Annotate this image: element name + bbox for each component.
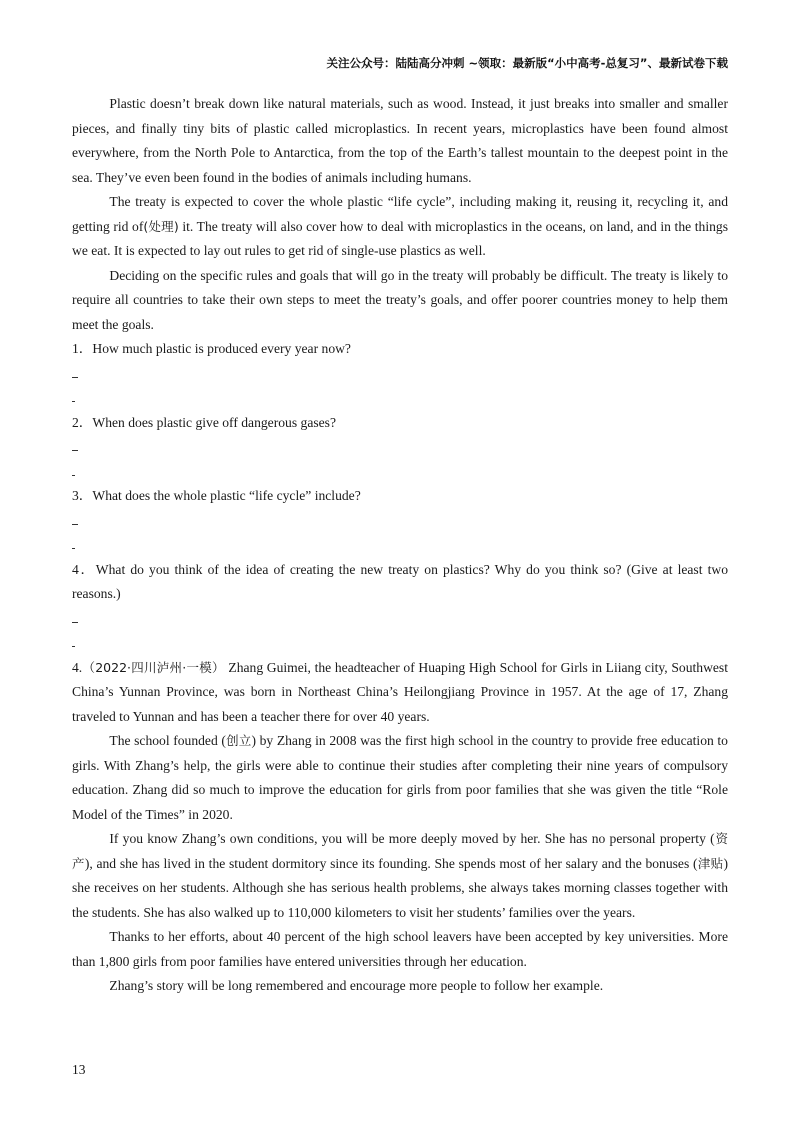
passage2-paragraph-3 <box>72 827 728 925</box>
chinese-gloss: 津贴 <box>697 855 724 871</box>
page-header: 关注公众号：陆陆高分冲刺 ~领取：最新版“小中高考-总复习”、最新试卷下载 <box>326 56 728 70</box>
passage1-p2-text-a: The treaty is expected to cover the whole plastic “life cycle”, including making it, reusing it, recycling it, and getting rid of <box>72 194 728 234</box>
passage2-intro <box>72 656 728 730</box>
passage2-intro-text: Zhang Guimei, the headteacher of Huaping High School for Girls in Liiang city, Southwest China’s Yunnan Province, was born in Northeast China’s Heilongjiang Province in 1957. At the age of 17, Zhang traveled to Yunnan and has been a teacher there for over 40 years. <box>72 659 728 724</box>
answer-end-1 <box>72 386 728 411</box>
passage2-paragraph-2 <box>72 729 728 827</box>
answer-end-3 <box>72 533 728 558</box>
answer-blank-3[interactable] <box>72 509 728 534</box>
chinese-gloss: 创立 <box>225 733 252 748</box>
passage1-p2-text-b: it. The treaty will also cover how to deal with microplastics in the oceans, on land, and in the things we eat. It is expected to lay out rules to get rid of single-use plastics as well. <box>72 218 728 258</box>
answer-end-2 <box>72 460 728 485</box>
question-4: 4．What do you think of the idea of creating the new treaty on plastics? Why do you think so? (Give at least two reasons.) <box>72 561 728 601</box>
passage2-paragraph-4: Thanks to her efforts, about 40 percent of the high school leavers have been accepted by key universities. More than 1,800 girls from poor families have entered universities through her education. <box>72 929 728 969</box>
passage1-paragraph-3: Deciding on the specific rules and goals that will go in the treaty will probably be difficult. The treaty is likely to require all countries to take their own steps to meet the treaty’s goals, and offer poorer countries money to help them meet the goals. <box>72 267 728 332</box>
page-number: 13 <box>72 1062 86 1077</box>
passage2-p2-text-b: ) by Zhang in 2008 was the first high school in the country to provide free education to girls. With Zhang’s help, the girls were able to continue their studies after completing their nine years of compulsory education. Zhang did so much to improve the education for girls from poor families that she was given the title “Role Model of the Times” in 2020. <box>72 733 728 822</box>
answer-blank-2[interactable] <box>72 435 728 460</box>
passage1-paragraph-1: Plastic doesn’t break down like natural materials, such as wood. Instead, it just breaks into smaller and smaller pieces, and finally tiny bits of plastic called microplastics. In recent years, microplastics have been found almost everywhere, from the North Pole to Antarctica, from the top of the Earth’s tallest mountain to the deepest point in the sea. They’ve even been found in the bodies of animals including humans. <box>72 96 728 185</box>
passage1-paragraph-2 <box>72 190 728 264</box>
passage2-p3-text-c: ) she receives on her students. Although she has serious health problems, she always takes morning classes together with the students. She has also walked up to 110,000 kilometers to visit her students’ families over the years. <box>72 855 728 920</box>
passage2-number: 4. <box>72 659 83 675</box>
passage2-p2-text-a: The school founded ( <box>109 733 226 748</box>
passage2-paragraph-5: Zhang’s story will be long remembered and encourage more people to follow her example. <box>109 978 604 993</box>
question-2: 2．When does plastic give off dangerous gases? <box>72 414 336 430</box>
question-3: 3．What does the whole plastic “life cycle” include? <box>72 488 361 503</box>
passage2-p3-text-a: If you know Zhang’s own conditions, you will be more deeply moved by her. She has no personal property ( <box>109 831 715 846</box>
answer-blank-4[interactable] <box>72 607 728 632</box>
answer-blank-1[interactable] <box>72 362 728 387</box>
passage2-source: （2022·四川泸州·一模） <box>82 659 225 675</box>
passage2-p3-text-b: ), and she has lived in the student dormitory since its founding. She spends most of her salary and the bonuses ( <box>84 855 698 871</box>
chinese-gloss: (处理) <box>143 218 179 234</box>
document-content <box>72 92 728 999</box>
question-1: 1．How much plastic is produced every year now? <box>72 341 351 356</box>
chinese-gloss: 资产 <box>72 831 728 871</box>
answer-end-4 <box>72 631 728 656</box>
